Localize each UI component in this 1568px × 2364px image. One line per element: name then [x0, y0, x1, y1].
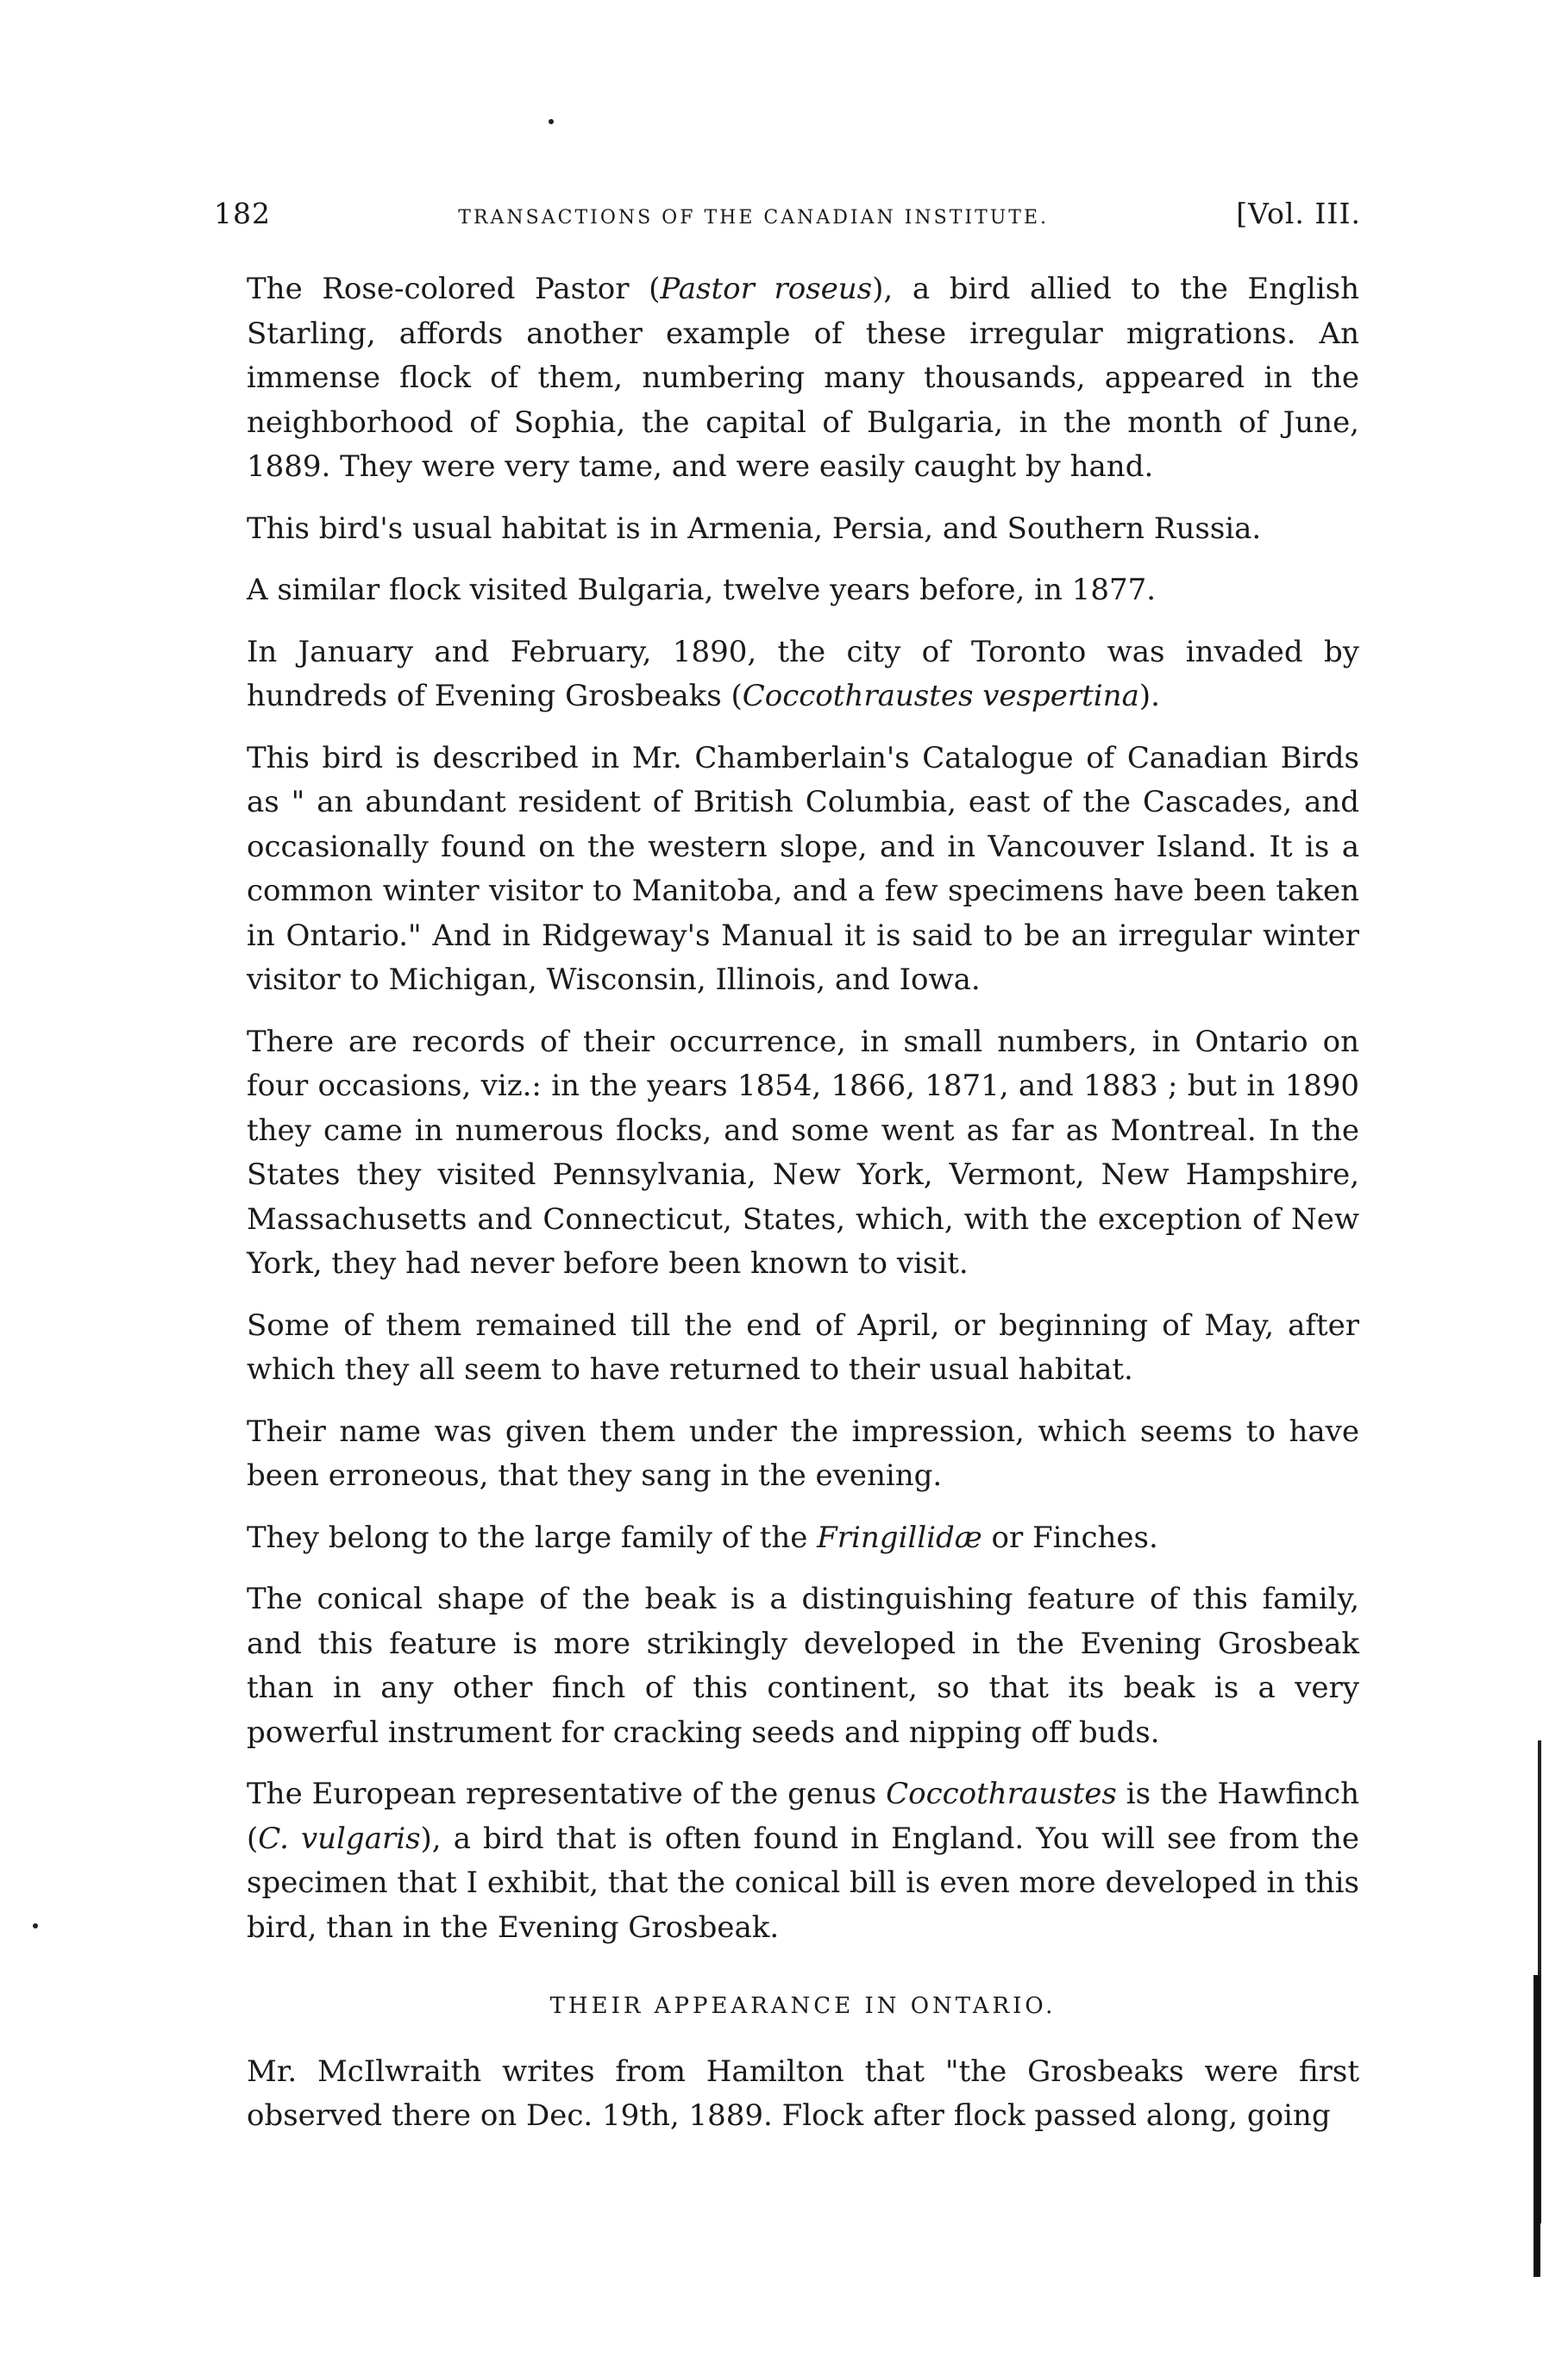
paragraph: A similar flock visited Bulgaria, twelve years before, in 1877.: [247, 573, 1157, 607]
species-name: C. vulgaris: [258, 1821, 421, 1856]
species-name: Pastor roseus: [660, 272, 873, 306]
paragraph: The European representative of the genus Coccothraustes is the Hawfinch (C. vulgaris), a bird that is often found in England. You will see from the specimen that I exhibit, that the conical bill is even more developed in this bird, than in the Evening Grosbeak.: [247, 1777, 1360, 1945]
running-header: [214, 197, 1361, 230]
paragraph: In January and February, 1890, the city of Toronto was invaded by hundreds of Evening Grosbeaks (Coccothraustes vespertina).: [247, 634, 1359, 713]
speck-mark: [549, 119, 554, 124]
section-heading: THEIR APPEARANCE IN ONTARIO.: [549, 1993, 1057, 2019]
paragraph: Some of them remained till the end of April, or beginning of May, after which they all seem to have returned to their usual habitat.: [247, 1307, 1359, 1387]
family-name: Fringillidæ: [817, 1520, 982, 1555]
paragraph: There are records of their occurrence, in small numbers, in Ontario on four occasions, viz.: in the years 1854, 1866, 1871, and 1883 ; but in 1890 they came in numerous flocks, and some went as far as Montreal. In the States they visited Pennsylvania, New York, Vermont, New Hampshire, Massachusetts and Connecticut, States, which, with the exception of New York, they had never before been known to visit.: [247, 1024, 1359, 1281]
genus-name: Coccothraustes: [886, 1777, 1117, 1811]
paragraph: This bird's usual habitat is in Armenia, Persia, and Southern Russia.: [247, 511, 1262, 546]
article-body: [247, 267, 1359, 2156]
running-title: TRANSACTIONS OF THE CANADIAN INSTITUTE.: [458, 207, 1050, 229]
paragraph: The conical shape of the beak is a distinguishing feature of this family, and this feature is more strikingly developed in the Evening Grosbeak than in any other finch of this continent, so that its beak is a very powerful instrument for cracking seeds and nipping off buds.: [247, 1582, 1359, 1750]
species-name: Coccothraustes vespertina: [742, 679, 1139, 713]
paragraph: The Rose-colored Pastor (Pastor roseus), a bird allied to the English Starling, affords another example of these irregular migrations. An immense flock of them, numbering many thousands, appeared in the neighborhood of Sophia, the capital of Bulgaria, in the month of June, 1889. They were very tame, and were easily caught by hand.: [247, 272, 1360, 484]
volume-label: [Vol. III.: [1236, 197, 1361, 230]
paragraph: This bird is described in Mr. Chamberlain's Catalogue of Canadian Birds as " an abundant resident of British Columbia, east of the Cascades, and occasionally found on the western slope, and in Vancouver Island. It is a common winter visitor to Manitoba, and a few specimens have been taken in Ontario." And in Ridgeway's Manual it is said to be an irregular winter visitor to Michigan, Wisconsin, Illinois, and Iowa.: [247, 740, 1359, 997]
paragraph: Their name was given them under the impression, which seems to have been erroneous, that they sang in the evening.: [247, 1414, 1359, 1493]
speck-mark: [33, 1923, 38, 1928]
page-edge-line: [1534, 1975, 1540, 2277]
page-number: 182: [214, 197, 271, 230]
paragraph: They belong to the large family of the Fringillidæ or Finches.: [247, 1520, 1158, 1555]
paragraph: Mr. McIlwraith writes from Hamilton that "the Grosbeaks were first observed there on Dec. 19th, 1889. Flock after flock passed along, going: [247, 2054, 1359, 2133]
